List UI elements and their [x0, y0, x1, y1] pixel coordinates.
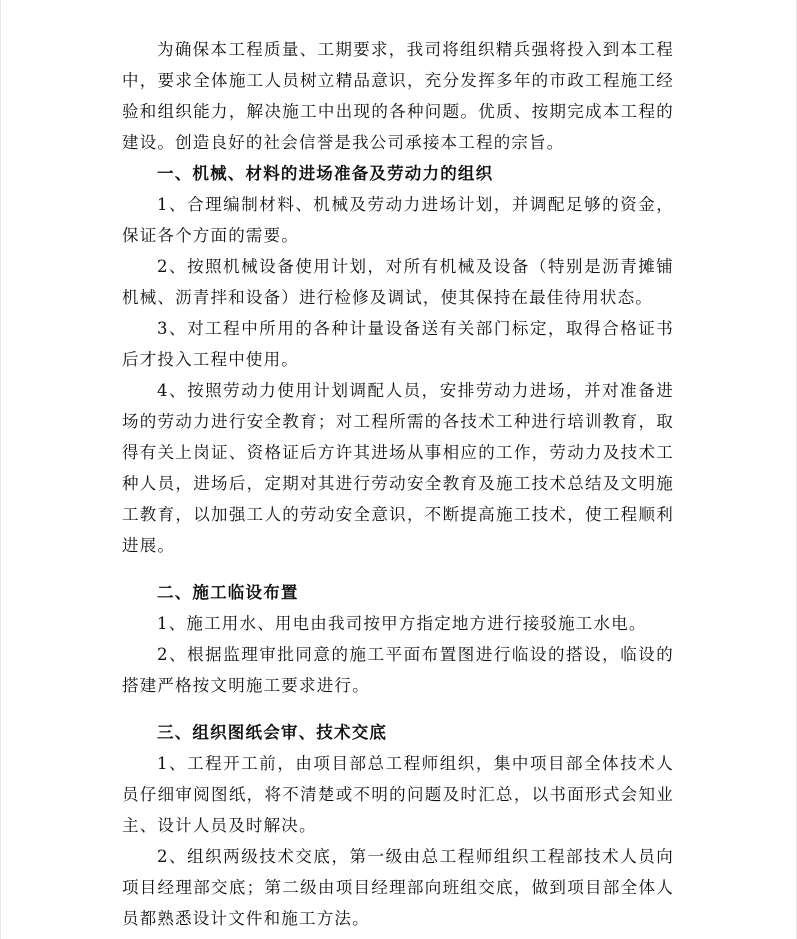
section-spacer	[122, 561, 674, 577]
section-heading-2: 二、施工临设布置	[157, 583, 299, 602]
section-1-item-1: 1、合理编制材料、机械及劳动力进场计划，并调配足够的资金，保证各个方面的需要。	[122, 195, 674, 245]
section-1-item-2: 2、按照机械设备使用计划，对所有机械及设备（特别是沥青摊铺机械、沥青拌和设备）进行检修及调试，使其保持在最佳待用状态。	[122, 257, 674, 307]
section-2-item-1: 1、施工用水、用电由我司按甲方指定地方进行接驳施工水电。	[157, 614, 647, 633]
section-spacer	[122, 701, 674, 717]
intro-paragraph: 为确保本工程质量、工期要求，我司将组织精兵强将投入到本工程中，要求全体施工人员树立精品意识，充分发挥多年的市政工程施工经验和组织能力，解决施工中出现的各种问题。优质、按期完成本工程的建设。创造良好的社会信誉是我公司承接本工程的宗旨。	[122, 40, 674, 152]
page-left-edge	[0, 0, 1, 939]
section-3-item-2: 2、组织两级技术交底，第一级由总工程师组织工程部技术人员向项目经理部交底；第二级由项目经理部向班组交底，做到项目部全体人员都熟悉设计文件和施工方法。	[122, 847, 674, 928]
section-heading-1: 一、机械、材料的进场准备及劳动力的组织	[157, 164, 494, 183]
section-heading-3: 三、组织图纸会审、技术交底	[157, 723, 388, 742]
document-body	[122, 34, 674, 934]
section-1-item-4: 4、按照劳动力使用计划调配人员，安排劳动力进场，并对准备进场的劳动力进行安全教育；对工程所需的各技术工种进行培训教育，取得有关上岗证、资格证后方许其进场从事相应的工作，劳动力及技术工种人员，进场后，定期对其进行劳动安全教育及施工技术总结及文明施工教育，以加强工人的劳动安全意识，不断提高施工技术，使工程顺利进展。	[122, 381, 674, 555]
section-1-item-3: 3、对工程中所用的各种计量设备送有关部门标定，取得合格证书后才投入工程中使用。	[122, 319, 674, 369]
section-2-item-2: 2、根据监理审批同意的施工平面布置图进行临设的搭设，临设的搭建严格按文明施工要求进行。	[122, 645, 674, 695]
section-3-item-1: 1、工程开工前，由项目部总工程师组织，集中项目部全体技术人员仔细审阅图纸，将不清楚或不明的问题及时汇总，以书面形式会知业主、设计人员及时解决。	[122, 754, 674, 835]
